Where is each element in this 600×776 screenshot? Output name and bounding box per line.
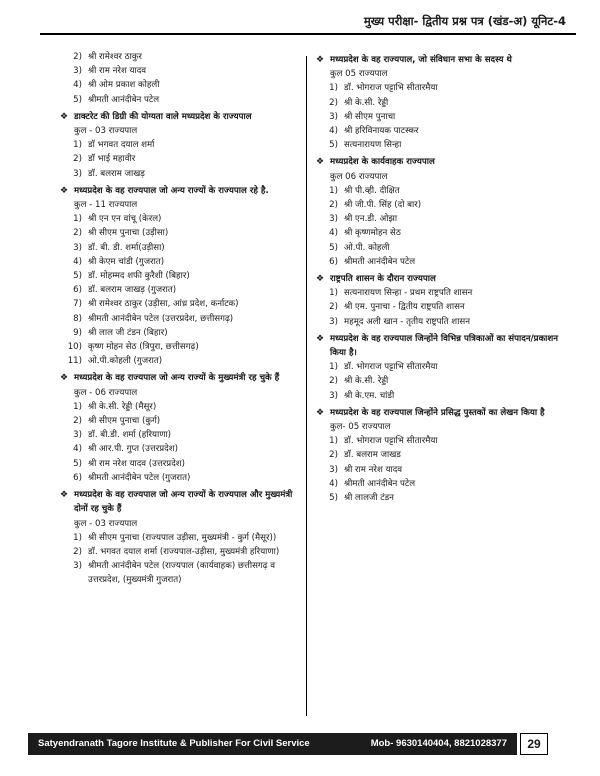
item-text: डॉ. बी.डी. शर्मा (हरियाणा) — [88, 430, 172, 441]
item-number: 3) — [73, 242, 82, 253]
list-item — [60, 283, 298, 297]
diamond-bullet-icon: ❖ — [316, 407, 325, 418]
section-title: मध्यप्रदेश के वह राज्यपाल जिन्होंने प्रसिद्ध पुस्तकों का लेखन किया है — [330, 407, 545, 418]
item-number: 2) — [73, 228, 82, 239]
item-text: श्री केएम चांडी (गुजरात) — [88, 256, 165, 267]
item-number: 10) — [67, 342, 82, 353]
item-text: सत्यनारायण सिन्हा — [344, 140, 402, 151]
item-number: 3) — [73, 561, 82, 572]
item-text: श्री राम नरेश यादव (उत्तरप्रदेश) — [88, 458, 185, 469]
item-text: महमूद अली खान - तृतीय राष्ट्रपति शासन — [344, 316, 470, 327]
footer-bar — [28, 733, 517, 755]
list-item — [60, 414, 298, 428]
item-number: 2) — [329, 450, 338, 461]
list-item — [316, 124, 566, 138]
item-text: श्री आर.पी. गुप्त (उत्तरप्रदेश) — [88, 444, 178, 455]
section-count: कुल 05 राज्यपाल — [330, 69, 388, 80]
section-title: मध्यप्रदेश के वह राज्यपाल, जो संविधान सभा के सदस्य थे — [330, 55, 512, 65]
list-item — [316, 374, 566, 388]
item-text: श्री पी.व्ही. दीक्षित — [344, 185, 400, 196]
section-heading — [60, 371, 298, 385]
item-text: डॉ. बी. डी. शर्मा(उड़ीसा) — [88, 242, 165, 253]
item-number: 6) — [329, 256, 338, 267]
item-number: 5) — [73, 94, 82, 105]
item-number: 5) — [329, 140, 338, 151]
item-text: श्री सीएम पुनाचा (उड़ीसा) — [88, 228, 169, 239]
item-text: ओ.पी.कोहली (गुजरात) — [88, 356, 163, 367]
item-text: श्री एन.डी. ओझा — [344, 214, 398, 225]
header-rule — [40, 33, 576, 35]
item-text: श्री ओम प्रकाश कोहली — [88, 80, 160, 91]
section-count: कुल - 03 राज्यपाल — [74, 126, 138, 137]
list-item — [60, 138, 298, 152]
section-title: मध्यप्रदेश के वह राज्यपाल जो अन्य राज्यों के राज्यपाल रहे है. — [74, 185, 269, 196]
item-text: श्री हरिविनायक पाटस्कर — [344, 126, 419, 137]
item-text: डॉ भाई महावीर — [88, 154, 136, 165]
item-number: 3) — [329, 111, 338, 122]
section-count: कुल - 06 राज्यपाल — [74, 387, 138, 398]
list-item — [60, 241, 298, 255]
item-text: श्री के.सी. रेड्डी — [344, 97, 389, 108]
section-title: मध्यप्रदेश के वह राज्यपाल जो अन्य राज्यों के राज्यपाल और मुख्यमंत्री दोनों रह चुके हैं — [74, 490, 293, 515]
diamond-bullet-icon: ❖ — [316, 55, 325, 65]
item-text: डॉ. बलराम जाखड़ (गुजरात) — [88, 285, 177, 296]
item-number: 5) — [73, 271, 82, 282]
item-number: 3) — [329, 464, 338, 475]
list-item — [60, 269, 298, 283]
item-text: श्रीमती आनंदीबेन पटेल — [88, 94, 160, 105]
item-text: श्रीमती आनंदीबेन पटेल — [344, 478, 416, 489]
item-number: 4) — [73, 444, 82, 455]
item-text: श्री रामेश्वर ठाकुर (उड़ीसा, आंध्र प्रदेश, कर्नाटक) — [88, 299, 239, 310]
item-number: 7) — [73, 299, 82, 310]
section — [60, 371, 298, 485]
item-number: 9) — [73, 327, 82, 338]
item-number: 2) — [329, 376, 338, 387]
item-text: सत्यनारायण सिन्हा - प्रथम राष्ट्रपति शासन — [344, 288, 473, 299]
item-number: 1) — [73, 214, 82, 225]
item-number: 3) — [329, 214, 338, 225]
list-item — [60, 50, 298, 64]
list-item — [60, 93, 298, 107]
right-column — [316, 50, 566, 505]
item-number: 3) — [329, 316, 338, 327]
section-heading — [316, 332, 566, 360]
item-number: 3) — [73, 430, 82, 441]
item-text: श्रीमती आनंदीबेन पटेल (गुजरात) — [88, 472, 191, 483]
item-text: डॉ. भगवत दयाल शर्मा (राज्यपाल-उड़ीसा, मुख्यमंत्री हरियाणा) — [88, 546, 280, 557]
item-number: 5) — [73, 458, 82, 469]
section-heading — [60, 488, 298, 516]
item-text: डॉ. भोगराज पट्टाभि सीतारमैया — [344, 362, 438, 373]
list-item — [316, 448, 566, 462]
list-item — [60, 531, 298, 545]
list-item — [60, 297, 298, 311]
list-item — [60, 354, 298, 368]
section-title: मध्यप्रदेश के वह राज्यपाल जिन्होंने विभिन्न पत्रिकाओं का संपादन/प्रकाशन किया है। — [330, 333, 559, 359]
diamond-bullet-icon: ❖ — [316, 274, 325, 285]
item-number: 11) — [67, 356, 82, 367]
diamond-bullet-icon: ❖ — [316, 157, 325, 168]
list-item — [316, 315, 566, 329]
item-number: 1) — [329, 83, 338, 94]
item-number: 2) — [329, 200, 338, 211]
item-number: 1) — [73, 401, 82, 412]
header-title: मुख्य परीक्षा- द्वितीय प्रश्न पत्र (खंड-अ) यूनिट-4 — [363, 14, 566, 28]
page-header — [0, 0, 600, 34]
list-item — [316, 138, 566, 152]
item-number: 2) — [73, 546, 82, 557]
item-text: श्री लाल जी टंडन (बिहार) — [88, 327, 168, 338]
diamond-bullet-icon: ❖ — [60, 185, 69, 196]
list-item — [316, 286, 566, 300]
list-item — [316, 226, 566, 240]
item-number: 4) — [73, 80, 82, 91]
item-text: श्री के.सी. रेड्डी (मैसूर) — [88, 401, 157, 412]
list-item — [60, 559, 298, 587]
section-heading — [316, 406, 566, 420]
left-column — [60, 50, 298, 588]
item-text: श्री राम नरेश यादव — [88, 66, 147, 77]
item-text: श्री लालजी टंडन — [344, 493, 394, 504]
item-text: श्रीमती आनंदीबेन पटेल (राज्यपाल (कार्यवाहक) छत्तीसगढ़ व उत्तरप्रदेश, (मुख्यमंत्री गुजरात) — [88, 561, 276, 586]
item-text: डॉ. भोगराज पट्टाभि सीतारमैया — [344, 436, 438, 447]
list-item — [60, 212, 298, 226]
page-number: 29 — [520, 733, 548, 755]
section — [316, 155, 566, 269]
section-count: कुल 06 राज्यपाल — [330, 171, 388, 182]
contact-number: Mob- 9630140404, 8821028377 — [370, 738, 507, 749]
item-text: श्री के.सी. रेड्डी — [344, 376, 389, 387]
section-heading — [316, 272, 566, 286]
list-item — [316, 110, 566, 124]
section — [316, 53, 566, 152]
item-number: 4) — [329, 228, 338, 239]
list-item — [316, 360, 566, 374]
section-heading — [316, 53, 566, 67]
section — [60, 488, 298, 587]
list-item — [316, 389, 566, 403]
list-item — [60, 152, 298, 166]
section-heading — [60, 110, 298, 124]
list-item — [60, 167, 298, 181]
item-number: 2) — [73, 52, 82, 62]
item-text: डॉ. भोगराज पट्टाभि सीतारमैया — [344, 83, 438, 94]
section — [316, 406, 566, 505]
item-text: श्री एन एन वांचू (केरल) — [88, 214, 162, 225]
section-title: डाक्टरेट की डिग्री की योग्यता वाले मध्यप्रदेश के राज्यपाल — [74, 111, 252, 122]
item-text: ओ.पी. कोहली — [344, 242, 390, 253]
section-heading — [60, 184, 298, 198]
item-text: श्री जी.पी. सिंह (दो बार) — [344, 200, 422, 211]
list-item — [60, 471, 298, 485]
list-item — [60, 545, 298, 559]
list-item — [60, 326, 298, 340]
list-item — [60, 428, 298, 442]
item-text: श्रीमती आनंदीबेन पटेल (उत्तरप्रदेश, छत्तीसगढ़) — [88, 313, 234, 324]
item-text: डॉ. मोहम्मद शफी कुरैशी (बिहार) — [88, 271, 190, 282]
item-text: श्री सीएम पुनाचा — [344, 111, 396, 122]
item-number: 5) — [329, 242, 338, 253]
item-number: 2) — [329, 302, 338, 313]
section — [60, 184, 298, 369]
section-heading — [316, 155, 566, 169]
list-item — [316, 198, 566, 212]
page-footer — [0, 733, 600, 757]
list-item — [60, 457, 298, 471]
item-number: 3) — [329, 390, 338, 401]
publisher-name: Satyendranath Tagore Institute & Publisher For Civil Service — [38, 738, 310, 749]
list-item — [316, 300, 566, 314]
item-number: 4) — [329, 478, 338, 489]
section-count: कुल - 03 राज्यपाल — [74, 518, 138, 529]
item-number: 2) — [73, 154, 82, 165]
section-title: राष्ट्रपति शासन के दौरान राज्यपाल — [330, 274, 436, 285]
item-text: डॉ. बलराम जाखड़ — [88, 168, 145, 179]
diamond-bullet-icon: ❖ — [316, 333, 325, 344]
diamond-bullet-icon: ❖ — [60, 373, 69, 384]
item-text: डॉ भगवत दयाल शर्मा — [88, 140, 155, 151]
list-item — [316, 81, 566, 95]
list-item — [60, 442, 298, 456]
item-number: 1) — [329, 288, 338, 299]
section — [316, 332, 566, 403]
item-number: 2) — [329, 97, 338, 108]
section-count: कुल - 11 राज्यपाल — [74, 200, 138, 211]
list-item — [60, 255, 298, 269]
list-item — [60, 312, 298, 326]
list-item — [316, 477, 566, 491]
diamond-bullet-icon: ❖ — [60, 111, 69, 122]
item-number: 4) — [329, 126, 338, 137]
item-number: 3) — [73, 66, 82, 77]
item-number: 8) — [73, 313, 82, 324]
list-item — [316, 491, 566, 505]
item-number: 1) — [329, 185, 338, 196]
list-item — [60, 340, 298, 354]
column-divider — [306, 56, 307, 716]
item-text: श्री कृष्णमोहन सेठ — [344, 228, 401, 239]
section-title: मध्यप्रदेश के वह राज्यपाल जो अन्य राज्यों के मुख्यमंत्री रह चुके हैं — [74, 373, 280, 384]
list-item — [316, 184, 566, 198]
list-item — [60, 226, 298, 240]
item-text: कृष्ण मोहन सेठ (त्रिपुरा, छत्तीसगढ़) — [88, 342, 199, 353]
list-item — [316, 96, 566, 110]
item-number: 1) — [73, 532, 82, 543]
item-number: 3) — [73, 168, 82, 179]
item-text: श्री के.एम. चांडी — [344, 390, 395, 401]
section-count: कुल- 05 राज्यपाल — [330, 422, 391, 433]
item-number: 1) — [329, 436, 338, 447]
list-item — [316, 255, 566, 269]
list-item — [60, 78, 298, 92]
section — [316, 272, 566, 329]
item-number: 1) — [73, 140, 82, 151]
item-text: श्री सीएम पुनाचा (कुर्ग) — [88, 416, 161, 427]
item-text: श्री राम नरेश यादव — [344, 464, 403, 475]
item-number: 6) — [73, 285, 82, 296]
list-item — [60, 64, 298, 78]
item-text: श्री सीएम पुनाचा (राज्यपाल उड़ीसा, मुख्यमंत्री - कुर्ग (मैसूर)) — [88, 532, 277, 543]
list-item — [316, 212, 566, 226]
item-number: 6) — [73, 472, 82, 483]
list-item — [316, 241, 566, 255]
section — [60, 110, 298, 181]
item-number: 4) — [73, 256, 82, 267]
item-text: डॉ. बलराम जाखड — [344, 450, 401, 461]
item-text: श्रीमती आनंदीबेन पटेल — [344, 256, 416, 267]
diamond-bullet-icon: ❖ — [60, 490, 69, 501]
item-text: श्री रामेश्वर ठाकुर — [88, 52, 142, 62]
item-number: 5) — [329, 493, 338, 504]
list-item — [316, 434, 566, 448]
list-item — [316, 463, 566, 477]
item-number: 2) — [73, 416, 82, 427]
list-item — [60, 400, 298, 414]
section-title: मध्यप्रदेश के कार्यवाहक राज्यपाल — [330, 157, 435, 168]
item-text: श्री एम. पुनाचा - द्वितीय राष्ट्रपति शासन — [344, 302, 465, 313]
item-number: 1) — [329, 362, 338, 373]
